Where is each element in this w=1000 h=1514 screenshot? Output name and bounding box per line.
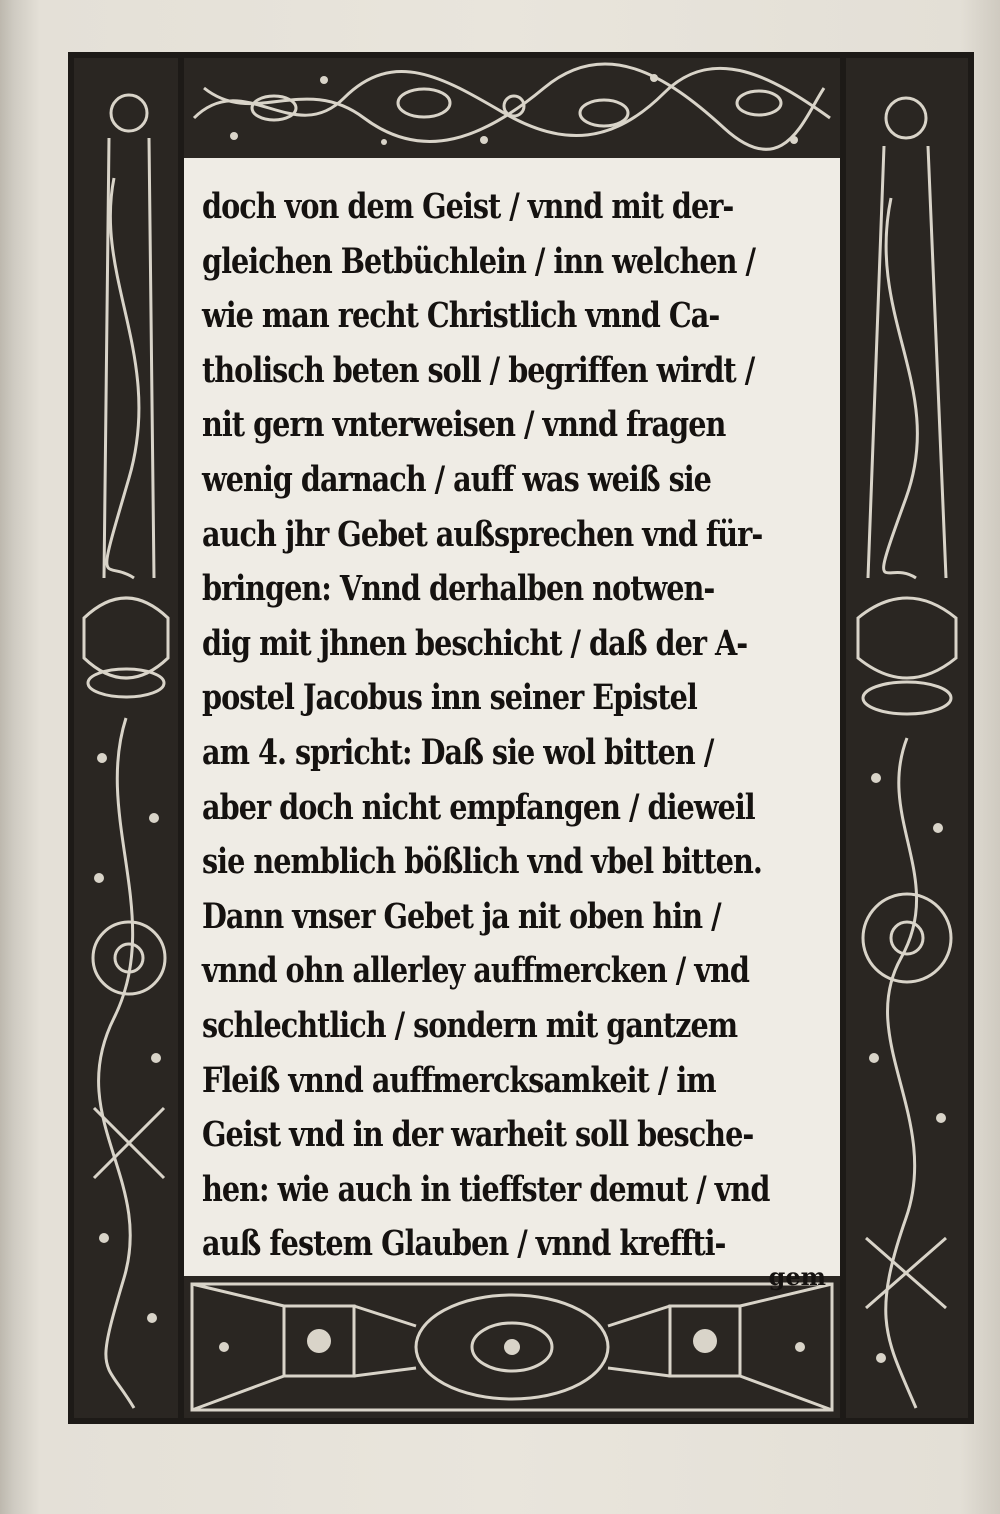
text-line: Fleiß vnnd auffmercksamkeit / im <box>202 1059 716 1101</box>
text-line: doch von dem Geist / vnnd mit der- <box>202 186 734 227</box>
text-line: postel Jacobus inn seiner Epistel <box>202 677 697 719</box>
text-line: sie nemblich bößlich vnd vbel bitten. <box>202 841 762 883</box>
text-line: wie man recht Christlich vnnd Ca- <box>202 295 720 337</box>
right-ornament-border <box>846 58 968 1418</box>
text-line: aber doch nicht empfangen / dieweil <box>202 786 755 828</box>
text-line: nit gern vnterweisen / vnnd fragen <box>202 404 726 446</box>
text-line: dig mit jhnen beschicht / daß der A- <box>202 622 748 664</box>
text-line: gleichen Betbüchlein / inn welchen / <box>202 240 756 282</box>
top-ornament-border <box>184 58 840 158</box>
text-panel <box>184 158 840 1291</box>
text-line: auch jhr Gebet außsprechen vnd für- <box>202 513 763 555</box>
text-line: hen: wie auch in tieffster demut / vnd <box>202 1168 770 1210</box>
text-line: bringen: Vnnd derhalben notwen- <box>202 568 715 610</box>
catchword: gem <box>768 1262 826 1291</box>
text-line: tholisch beten soll / begriffen wirdt / <box>202 349 755 391</box>
text-line: am 4. spricht: Daß sie wol bitten / <box>202 731 714 773</box>
woodcut-border-frame <box>68 52 974 1424</box>
text-line: Geist vnd in der warheit soll besche- <box>202 1114 754 1156</box>
text-line: wenig darnach / auff was weiß sie <box>202 458 711 500</box>
text-lines <box>202 180 830 1272</box>
left-ornament-border <box>74 58 178 1418</box>
text-line: auß festem Glauben / vnnd kreffti- <box>202 1223 726 1265</box>
bottom-ornament-border <box>184 1276 840 1418</box>
text-line: vnnd ohn allerley auffmercken / vnd <box>202 950 749 992</box>
text-line: schlechtlich / sondern mit gantzem <box>202 1004 738 1046</box>
text-line: Dann vnser Gebet ja nit oben hin / <box>202 895 721 937</box>
